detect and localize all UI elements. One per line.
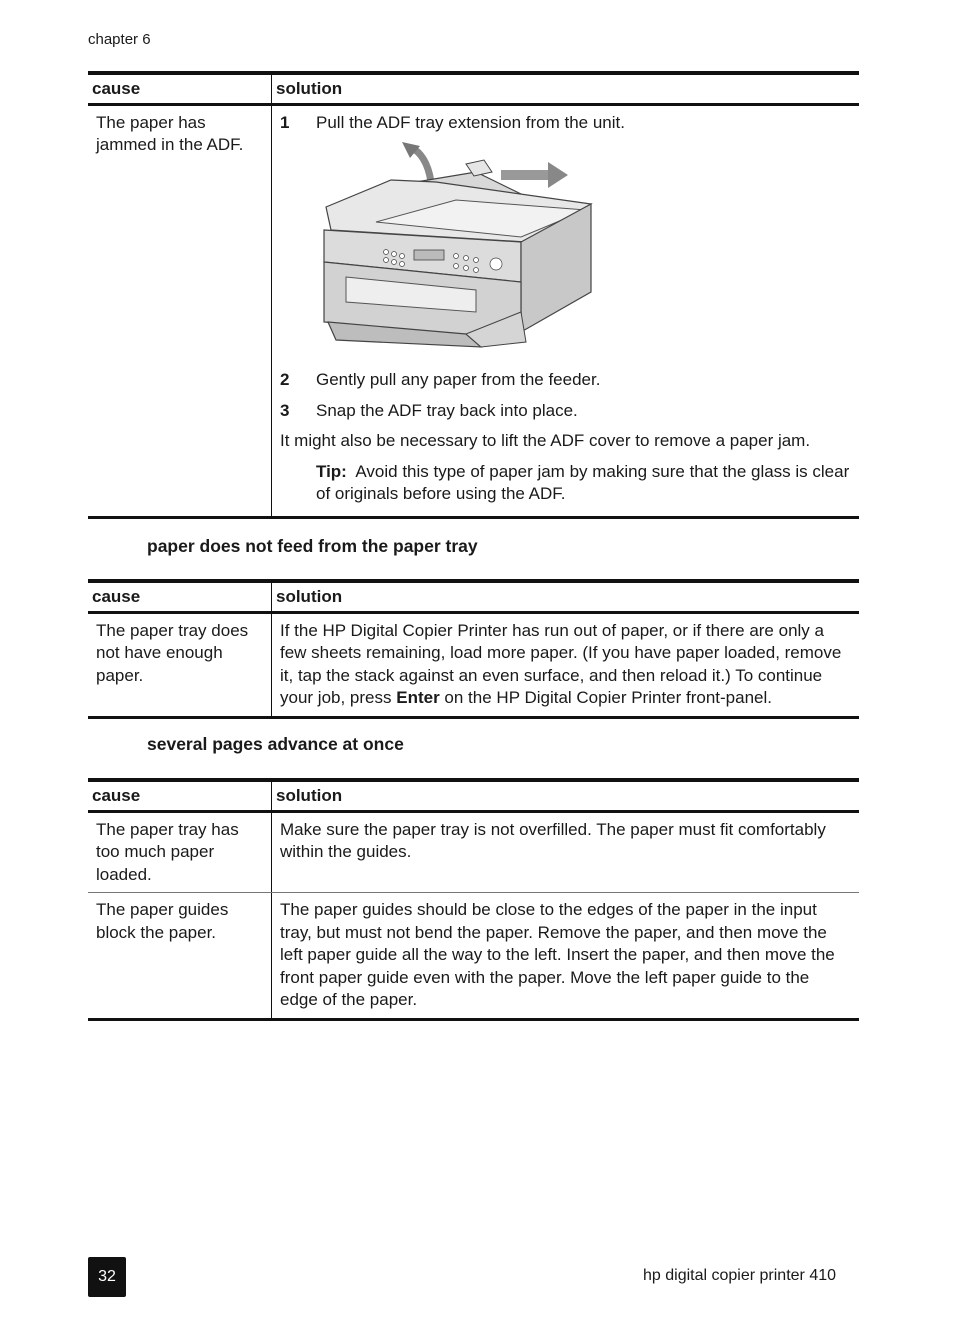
step-number: 3 — [280, 400, 290, 420]
chapter-label: chapter 6 — [88, 31, 151, 48]
solution-text-end: on the HP Digital Copier Printer front-panel. — [439, 688, 772, 707]
solution-cell — [272, 612, 860, 717]
step-text: Gently pull any paper from the feeder. — [316, 370, 601, 389]
tip-label: Tip: — [316, 461, 347, 481]
cause-cell: The paper guides block the paper. — [88, 893, 272, 1020]
cause-header: cause — [88, 73, 272, 104]
tip-block — [316, 461, 851, 506]
footer-product-name: hp digital copier printer 410 — [643, 1267, 837, 1284]
cause-cell: The paper tray does not have enough paper. — [88, 612, 272, 717]
step-3 — [280, 400, 851, 423]
solution-cell — [272, 104, 860, 517]
solution-cell: The paper guides should be close to the edges of the paper in the input tray, but must not bend the paper. Remove the paper, and then move the left paper guide all the way to the left. Insert the paper, and then move the front paper guide even with the paper. Move the left paper guide to the edge of the paper. — [272, 893, 860, 1020]
solution-header: solution — [272, 73, 860, 104]
adf-cover-note: It might also be necessary to lift the ADF cover to remove a paper jam. — [280, 431, 811, 450]
paper-tray-table — [88, 579, 859, 719]
solution-header: solution — [272, 581, 860, 612]
solution-cell: Make sure the paper tray is not overfilled. The paper must fit comfortably within the guides. — [272, 811, 860, 893]
solution-text: If the HP Digital Copier Printer has run out of paper, or if there are only a few sheets remaining, load more paper. (If you have paper loaded, remove it, tap the stack against an even surface, and then reload it.) To continue your job, press — [280, 620, 842, 707]
enter-key-label: Enter — [396, 688, 440, 707]
several-pages-table — [88, 778, 859, 1021]
step-number: 2 — [280, 370, 290, 389]
page-number-badge: 32 — [88, 1257, 126, 1297]
step-number: 1 — [280, 112, 290, 132]
step-1 — [280, 112, 851, 135]
cause-cell: The paper has jammed in the ADF. — [88, 104, 272, 517]
cause-cell: The paper tray has too much paper loaded. — [88, 811, 272, 893]
section-title-several-pages: several pages advance at once — [147, 734, 404, 754]
step-2 — [280, 369, 851, 392]
cause-header: cause — [88, 581, 272, 612]
solution-header: solution — [272, 780, 860, 811]
section-title-paper-tray: paper does not feed from the paper tray — [147, 536, 478, 556]
step-text: Pull the ADF tray extension from the unit. — [316, 112, 625, 132]
adf-jam-table — [88, 71, 859, 519]
cause-header: cause — [88, 780, 272, 811]
tip-text: Avoid this type of paper jam by making sure that the glass is clear of originals before using the ADF. — [316, 461, 850, 503]
printer-illustration — [316, 142, 606, 357]
step-text: Snap the ADF tray back into place. — [316, 400, 578, 420]
